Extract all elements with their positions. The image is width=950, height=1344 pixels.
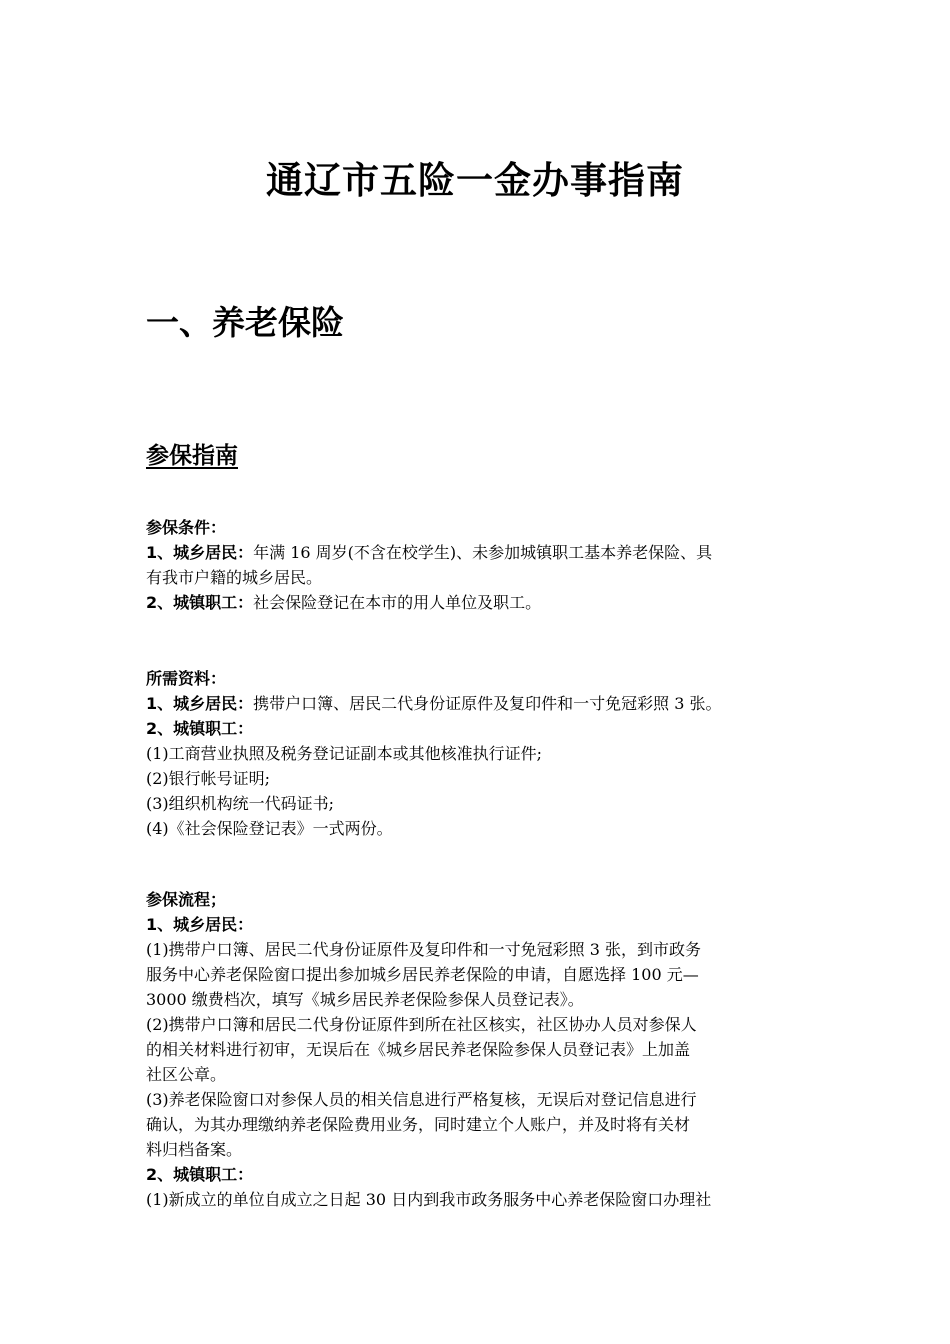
- conditions-item-2-text: 社会保险登记在本市的用人单位及职工。: [253, 593, 542, 612]
- process-line: (3)养老保险窗口对参保人员的相关信息进行严格复核，无误后对登记信息进行: [146, 1090, 697, 1109]
- process-line: (1)携带户口簿、居民二代身份证原件及复印件和一寸免冠彩照 3 张，到市政务: [146, 940, 702, 959]
- materials-line: (1)工商营业执照及税务登记证副本或其他核准执行证件;: [146, 744, 543, 763]
- process-line: 的相关材料进行初审，无误后在《城乡居民养老保险参保人员登记表》上加盖: [146, 1040, 691, 1059]
- conditions-heading: 参保条件：: [146, 518, 227, 537]
- materials-item-2-label: 2、城镇职工：: [146, 719, 254, 738]
- process-line: (1)新成立的单位自成立之日起 30 日内到我市政务服务中心养老保险窗口办理社: [146, 1190, 712, 1209]
- process-line: 确认，为其办理缴纳养老保险费用业务，同时建立个人账户，并及时将有关材: [146, 1115, 691, 1134]
- conditions-item-2: [146, 590, 826, 615]
- process-block: [146, 887, 826, 1212]
- conditions-item-1-label: 1、城乡居民：: [146, 543, 254, 562]
- conditions-item-1-text: 年满 16 周岁(不含在校学生)、未参加城镇职工基本养老保险、具: [253, 543, 713, 562]
- process-item-2-label: 2、城镇职工：: [146, 1165, 254, 1184]
- materials-item-1-label: 1、城乡居民：: [146, 694, 254, 713]
- document-title: 通辽市五险一金办事指南: [266, 158, 684, 202]
- process-heading: 参保流程；: [146, 890, 227, 909]
- materials-line: (4)《社会保险登记表》一式两份。: [146, 819, 393, 838]
- section-heading: 一、养老保险: [146, 303, 344, 342]
- process-item-1-label: 1、城乡居民：: [146, 915, 254, 934]
- process-line: 社区公章。: [146, 1065, 227, 1084]
- conditions-item-2-label: 2、城镇职工：: [146, 593, 254, 612]
- materials-block: [146, 666, 826, 841]
- conditions-block: [146, 515, 826, 615]
- conditions-item-1: [146, 540, 826, 565]
- subsection-heading: 参保指南: [146, 442, 238, 469]
- process-line: 服务中心养老保险窗口提出参加城乡居民养老保险的申请，自愿选择 100 元—: [146, 965, 699, 984]
- conditions-item-1-cont: 有我市户籍的城乡居民。: [146, 568, 323, 587]
- materials-heading: 所需资料：: [146, 669, 227, 688]
- process-line: 3000 缴费档次，填写《城乡居民养老保险参保人员登记表》。: [146, 990, 584, 1009]
- materials-line: (3)组织机构统一代码证书;: [146, 794, 335, 813]
- process-line: (2)携带户口簿和居民二代身份证原件到所在社区核实，社区协办人员对参保人: [146, 1015, 697, 1034]
- materials-line: (2)银行帐号证明;: [146, 769, 271, 788]
- process-line: 料归档备案。: [146, 1140, 243, 1159]
- materials-item-1-text: 携带户口簿、居民二代身份证原件及复印件和一寸免冠彩照 3 张。: [253, 694, 722, 713]
- materials-item-1: [146, 691, 826, 716]
